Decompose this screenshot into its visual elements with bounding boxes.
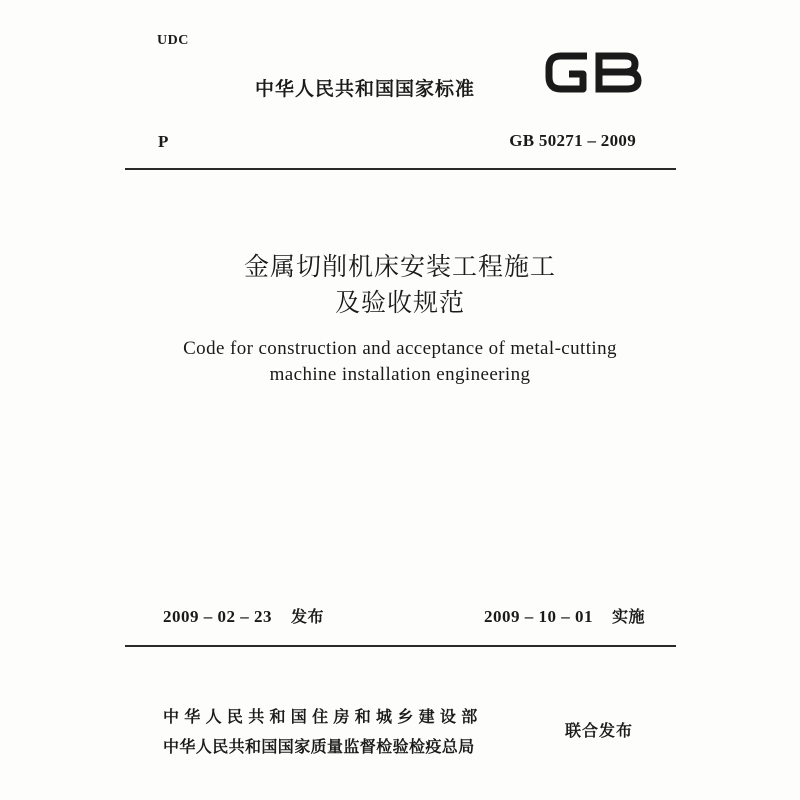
implement-date: 2009 – 10 – 01 (483, 607, 593, 626)
issuer-line2: 中华人民共和国国家质量监督检验检疫总局 (163, 737, 475, 756)
standard-type-heading: 中华人民共和国国家标准 (255, 78, 476, 100)
gb-logo-icon (543, 46, 643, 98)
issue-label: 发布 (291, 607, 325, 626)
issuer-line1: 中华人民共和国住房和城乡建设部 (163, 707, 483, 726)
standard-number: GB 50271 – 2009 (509, 131, 636, 150)
implement-label: 实施 (611, 607, 645, 626)
title-chinese-line2: 及验收规范 (334, 288, 465, 317)
classification-code: P (158, 132, 169, 151)
issue-date-row (163, 604, 324, 627)
joint-issue-label: 联合发布 (565, 721, 634, 740)
bottom-divider (125, 645, 676, 647)
title-english-line2: machine installation engineering (269, 364, 531, 385)
title-english-line1: Code for construction and acceptance of metal-cutting (183, 338, 617, 359)
implement-date-row (484, 604, 645, 627)
issue-date: 2009 – 02 – 23 (163, 607, 272, 626)
title-chinese-line1: 金属切削机床安装工程施工 (243, 252, 556, 281)
udc-label: UDC (157, 33, 189, 48)
top-divider (125, 168, 676, 170)
